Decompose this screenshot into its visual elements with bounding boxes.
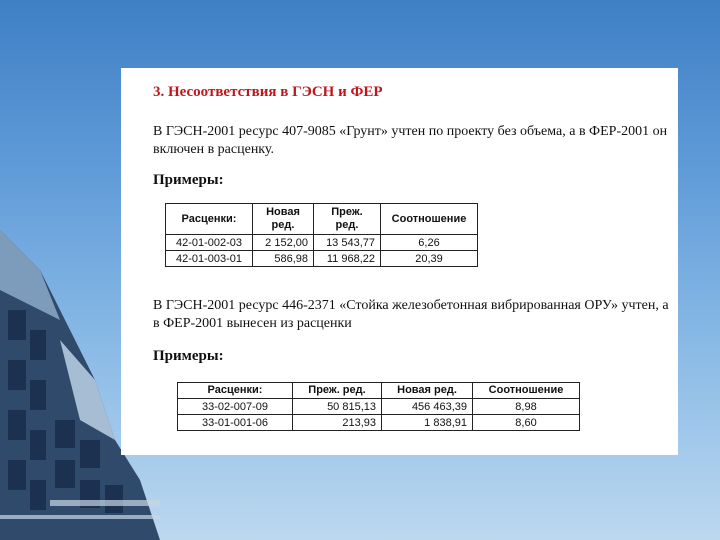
table-row [166,235,478,251]
table-cell: 8,98 [473,399,580,415]
section2-table [177,382,580,431]
table-cell: 20,39 [381,251,478,267]
heading-title: Несоответствия в ГЭСН и ФЕР [168,84,383,100]
section2-text: В ГЭСН-2001 ресурс 446-2371 «Стойка железобетонная вибрированная ОРУ» учтен, а в ФЕР-2001 вынесен из расценки [153,298,669,331]
table-cell: 2 152,00 [253,235,314,251]
slide-content [121,68,678,455]
table-cell: 11 968,22 [314,251,381,267]
table-cell: 1 838,91 [382,415,473,431]
table-cell: 456 463,39 [382,399,473,415]
table-cell: 50 815,13 [293,399,382,415]
table-header-row [166,204,478,235]
slide-heading [153,84,383,101]
table-header-cell: Соотношение [473,383,580,399]
table-row [178,415,580,431]
table-cell: 8,60 [473,415,580,431]
section1-table [165,203,478,267]
table-cell: 13 543,77 [314,235,381,251]
table-header-cell: Преж. ред. [293,383,382,399]
table-row [178,399,580,415]
section2-examples-label: Примеры: [153,348,224,364]
table-header-cell: Расценки: [166,204,253,235]
table-header-row [178,383,580,399]
table-cell: 33-01-001-06 [178,415,293,431]
table-header-cell: Преж. ред. [314,204,381,235]
table-cell: 586,98 [253,251,314,267]
table-cell: 33-02-007-09 [178,399,293,415]
table-cell: 42-01-002-03 [166,235,253,251]
table-cell: 6,26 [381,235,478,251]
table-cell: 213,93 [293,415,382,431]
section1-examples-label: Примеры: [153,172,224,188]
table-header-cell: Соотношение [381,204,478,235]
heading-number: 3. [153,84,165,100]
table-row [166,251,478,267]
table-cell: 42-01-003-01 [166,251,253,267]
table-header-cell: Расценки: [178,383,293,399]
table-header-cell: Новая ред. [382,383,473,399]
table-header-cell: Новая ред. [253,204,314,235]
section1-text: В ГЭСН-2001 ресурс 407-9085 «Грунт» учтен по проекту без объема, а в ФЕР-2001 он включен в расценку. [153,124,668,157]
